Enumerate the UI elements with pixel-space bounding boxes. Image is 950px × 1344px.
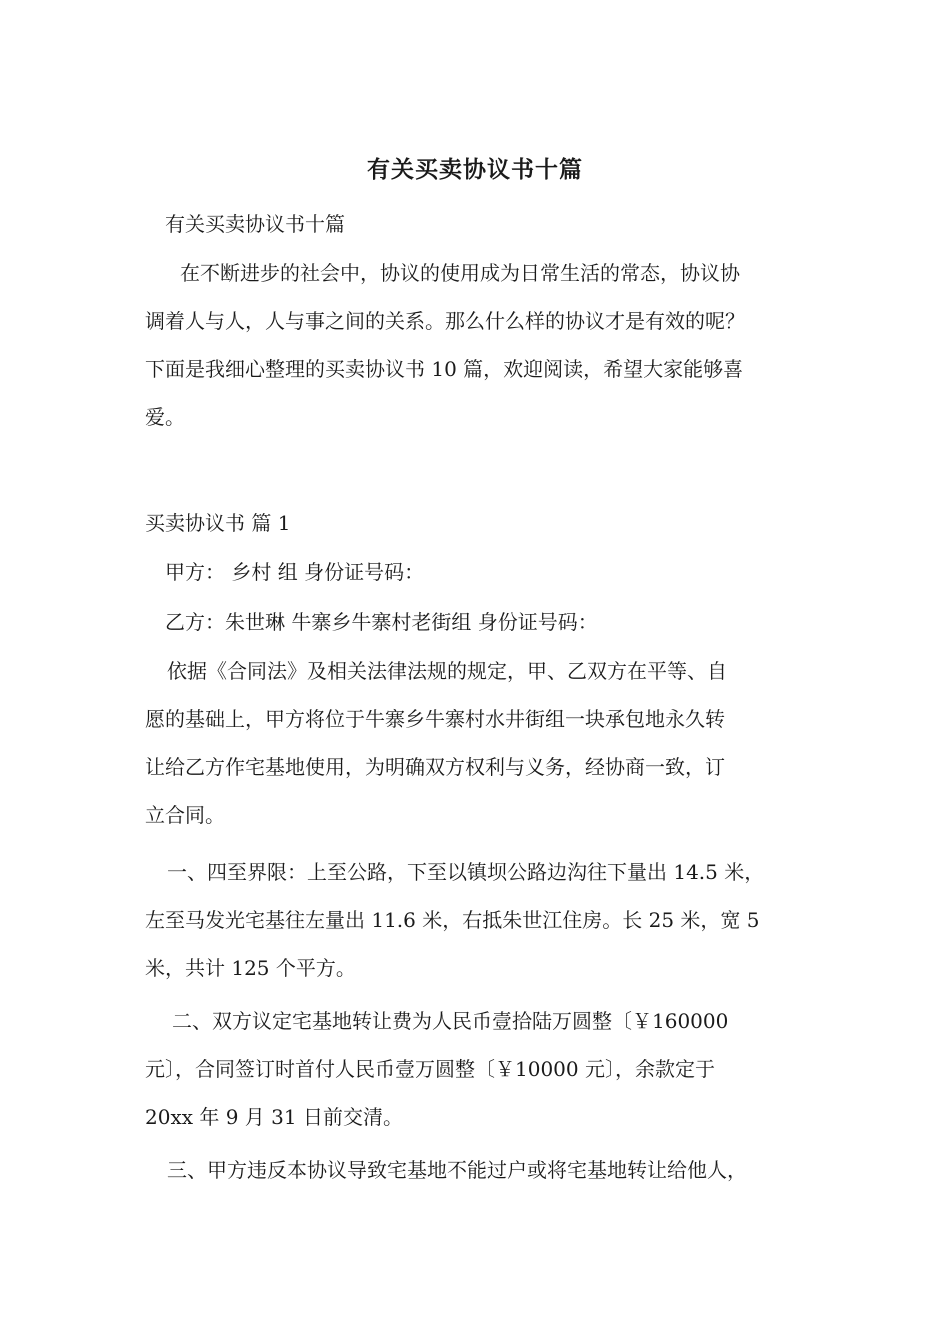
party-b-text: 乙方：朱世琳 牛寨乡牛寨村老街组 身份证号码： xyxy=(165,610,598,634)
section-heading xyxy=(145,499,835,547)
clause-1-line: 米，共计 125 个平方。 xyxy=(145,956,356,980)
basis-line: 依据《合同法》及相关法律法规的规定，甲、乙双方在平等、自 xyxy=(167,659,727,683)
basis-line: 愿的基础上，甲方将位于牛寨乡牛寨村水井街组一块承包地永久转 xyxy=(145,707,725,731)
party-a-line xyxy=(165,548,855,596)
clause-1-line: 左至马发光宅基往左量出 11.6 米，右抵朱世江住房。长 25 米，宽 5 xyxy=(145,908,760,932)
basis-line: 让给乙方作宅基地使用，为明确双方权利与义务，经协商一致，订 xyxy=(145,755,725,779)
clause-1-paragraph xyxy=(145,848,835,992)
document-subtitle xyxy=(165,200,855,248)
party-a-text: 甲方： 乡村 组 身份证号码： xyxy=(165,560,425,584)
clause-2-line: 二、双方议定宅基地转让费为人民币壹拾陆万圆整〔￥160000 xyxy=(172,1009,729,1033)
clause-3-paragraph xyxy=(145,1146,835,1194)
clause-2-line: 20xx 年 9 月 31 日前交清。 xyxy=(145,1105,403,1129)
basis-line: 立合同。 xyxy=(145,803,225,827)
intro-line: 爱。 xyxy=(145,405,185,429)
intro-line: 下面是我细心整理的买卖协议书 10 篇，欢迎阅读，希望大家能够喜 xyxy=(145,357,744,381)
party-b-line xyxy=(165,598,855,646)
clause-3-line: 三、甲方违反本协议导致宅基地不能过户或将宅基地转让给他人， xyxy=(167,1158,747,1182)
basis-paragraph xyxy=(145,647,835,839)
clause-2-line: 元〕，合同签订时首付人民币壹万圆整〔￥10000 元〕，余款定于 xyxy=(145,1057,715,1081)
clause-2-paragraph xyxy=(145,997,835,1141)
section-heading-line: 买卖协议书 篇 1 xyxy=(145,511,291,535)
subtitle-line: 有关买卖协议书十篇 xyxy=(165,212,345,236)
intro-paragraph xyxy=(145,249,835,441)
intro-line: 在不断进步的社会中，协议的使用成为日常生活的常态，协议协 xyxy=(180,261,740,285)
intro-line: 调着人与人，人与事之间的关系。那么什么样的协议才是有效的呢？ xyxy=(145,309,745,333)
document-title: 有关买卖协议书十篇 xyxy=(367,157,583,183)
clause-1-line: 一、四至界限：上至公路，下至以镇坝公路边沟往下量出 14.5 米， xyxy=(167,860,765,884)
